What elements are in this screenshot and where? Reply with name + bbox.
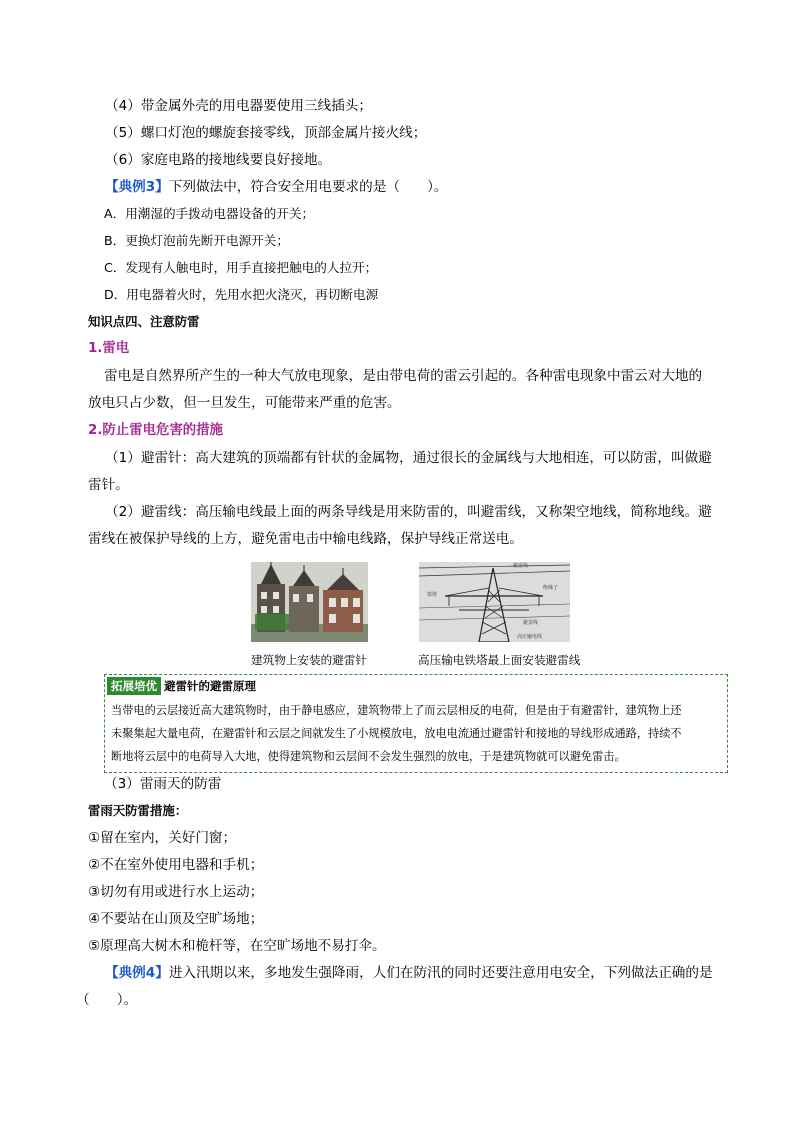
measure-2: ②不在室外使用电器和手机； (88, 857, 264, 873)
rule-item-5: （5）螺口灯泡的螺旋套接零线，顶部金属片接火线； (105, 125, 427, 141)
building-illustration (251, 562, 368, 642)
measure-3: ③切勿有用或进行水上运动； (88, 884, 264, 900)
rule-item-4: （4）带金属外壳的用电器要使用三线插头； (105, 98, 372, 114)
lightning-para-line1: 雷电是自然界所产生的一种大气放电现象，是由带电荷的雷云引起的。各种雷电现象中雷云对大地的 (104, 368, 703, 384)
subsection-lightning-title: 1.雷电 (88, 341, 130, 356)
extension-header (107, 677, 256, 695)
extension-box (104, 674, 728, 773)
tower-label-insulator: 绝缘子 (543, 585, 559, 591)
thunderstorm-heading: （3）雷雨天的防雷 (104, 776, 222, 792)
lightning-rod-line1: （1）避雷针：高大建筑的顶端都有针状的金属物，通过很长的金属线与大地相连，可以防雷，叫做避 (105, 450, 712, 466)
measure-1: ①留在室内，关好门窗； (88, 830, 237, 846)
example3-option-c: C．发现有人触电时，用手直接把触电的人拉开； (104, 260, 378, 275)
building-photo-caption: 建筑物上安装的避雷针 (251, 653, 367, 667)
tower-label-shield-wire: 避雷线 (513, 563, 529, 569)
extension-title: 避雷针的避雷原理 (164, 679, 256, 693)
building-photo (251, 562, 368, 642)
example3-tag: 【典例3】 (105, 179, 169, 195)
rule-item-6: （6）家庭电路的接地线要良好接地。 (105, 152, 332, 168)
example4-question-line (105, 963, 745, 983)
tower-label-shield-wire-2: 避雷线 (523, 620, 539, 626)
tower-label-hv-line: 高压输电线 (517, 634, 543, 640)
tower-photo (419, 562, 570, 642)
shield-wire-line2: 雷线在被保护导线的上方，避免雷电击中输电线路，保护导线正常送电。 (88, 531, 523, 547)
subsection-protection-title: 2.防止雷电危害的措施 (88, 423, 223, 438)
example3-question: 下列做法中，符合安全用电要求的是（ ）。 (168, 179, 448, 195)
example4-tag: 【典例4】 (105, 965, 169, 981)
extension-line-1: 当带电的云层接近高大建筑物时，由于静电感应，建筑物带上了而云层相反的电荷，但是由于有避雷针，建筑物上还 (111, 704, 682, 717)
example3-option-b: B．更换灯泡前先断开电源开关； (104, 233, 289, 248)
example4-blank: （ ）。 (76, 992, 138, 1008)
example4-question: 进入汛期以来，多地发生强降雨，人们在防汛的同时还要注意用电安全，下列做法正确的是 (168, 965, 713, 981)
measure-4: ④不要站在山顶及空旷场地； (88, 911, 264, 927)
example3-option-a: A．用潮湿的手拨动电器设备的开关； (104, 206, 315, 221)
shield-wire-line1: （2）避雷线：高压输电线最上面的两条导线是用来防雷的，叫避雷线，又称架空地线，简称地线。避 (105, 504, 712, 520)
measure-5: ⑤原理高大树木和桅杆等，在空旷场地不易打伞。 (88, 938, 386, 954)
extension-tag: 拓展培优 (107, 677, 161, 695)
measures-title: 雷雨天防雷措施： (88, 803, 188, 818)
extension-line-3: 断地将云层中的电荷导入大地，使得建筑物和云层间不会发生强烈的放电，于是建筑物就可以避免雷击。 (111, 750, 626, 763)
transmission-tower-illustration (419, 562, 570, 642)
example3-option-d: D．用电器着火时，先用水把火浇灭，再切断电源 (104, 287, 379, 302)
section4-title: 知识点四、注意防雷 (88, 314, 200, 329)
tower-photo-caption: 高压输电铁塔最上面安装避雷线 (418, 653, 581, 667)
tower-label-tower: 铁塔 (427, 592, 438, 598)
lightning-rod-line2: 雷针。 (88, 477, 129, 493)
example3-question-line (105, 177, 745, 197)
lightning-para-line2: 放电只占少数，但一旦发生，可能带来严重的危害。 (88, 395, 401, 411)
extension-line-2: 未聚集起大量电荷，在避雷针和云层之间就发生了小规模放电，放电电流通过避雷针和接地的导线形成通路，持续不 (111, 727, 682, 740)
